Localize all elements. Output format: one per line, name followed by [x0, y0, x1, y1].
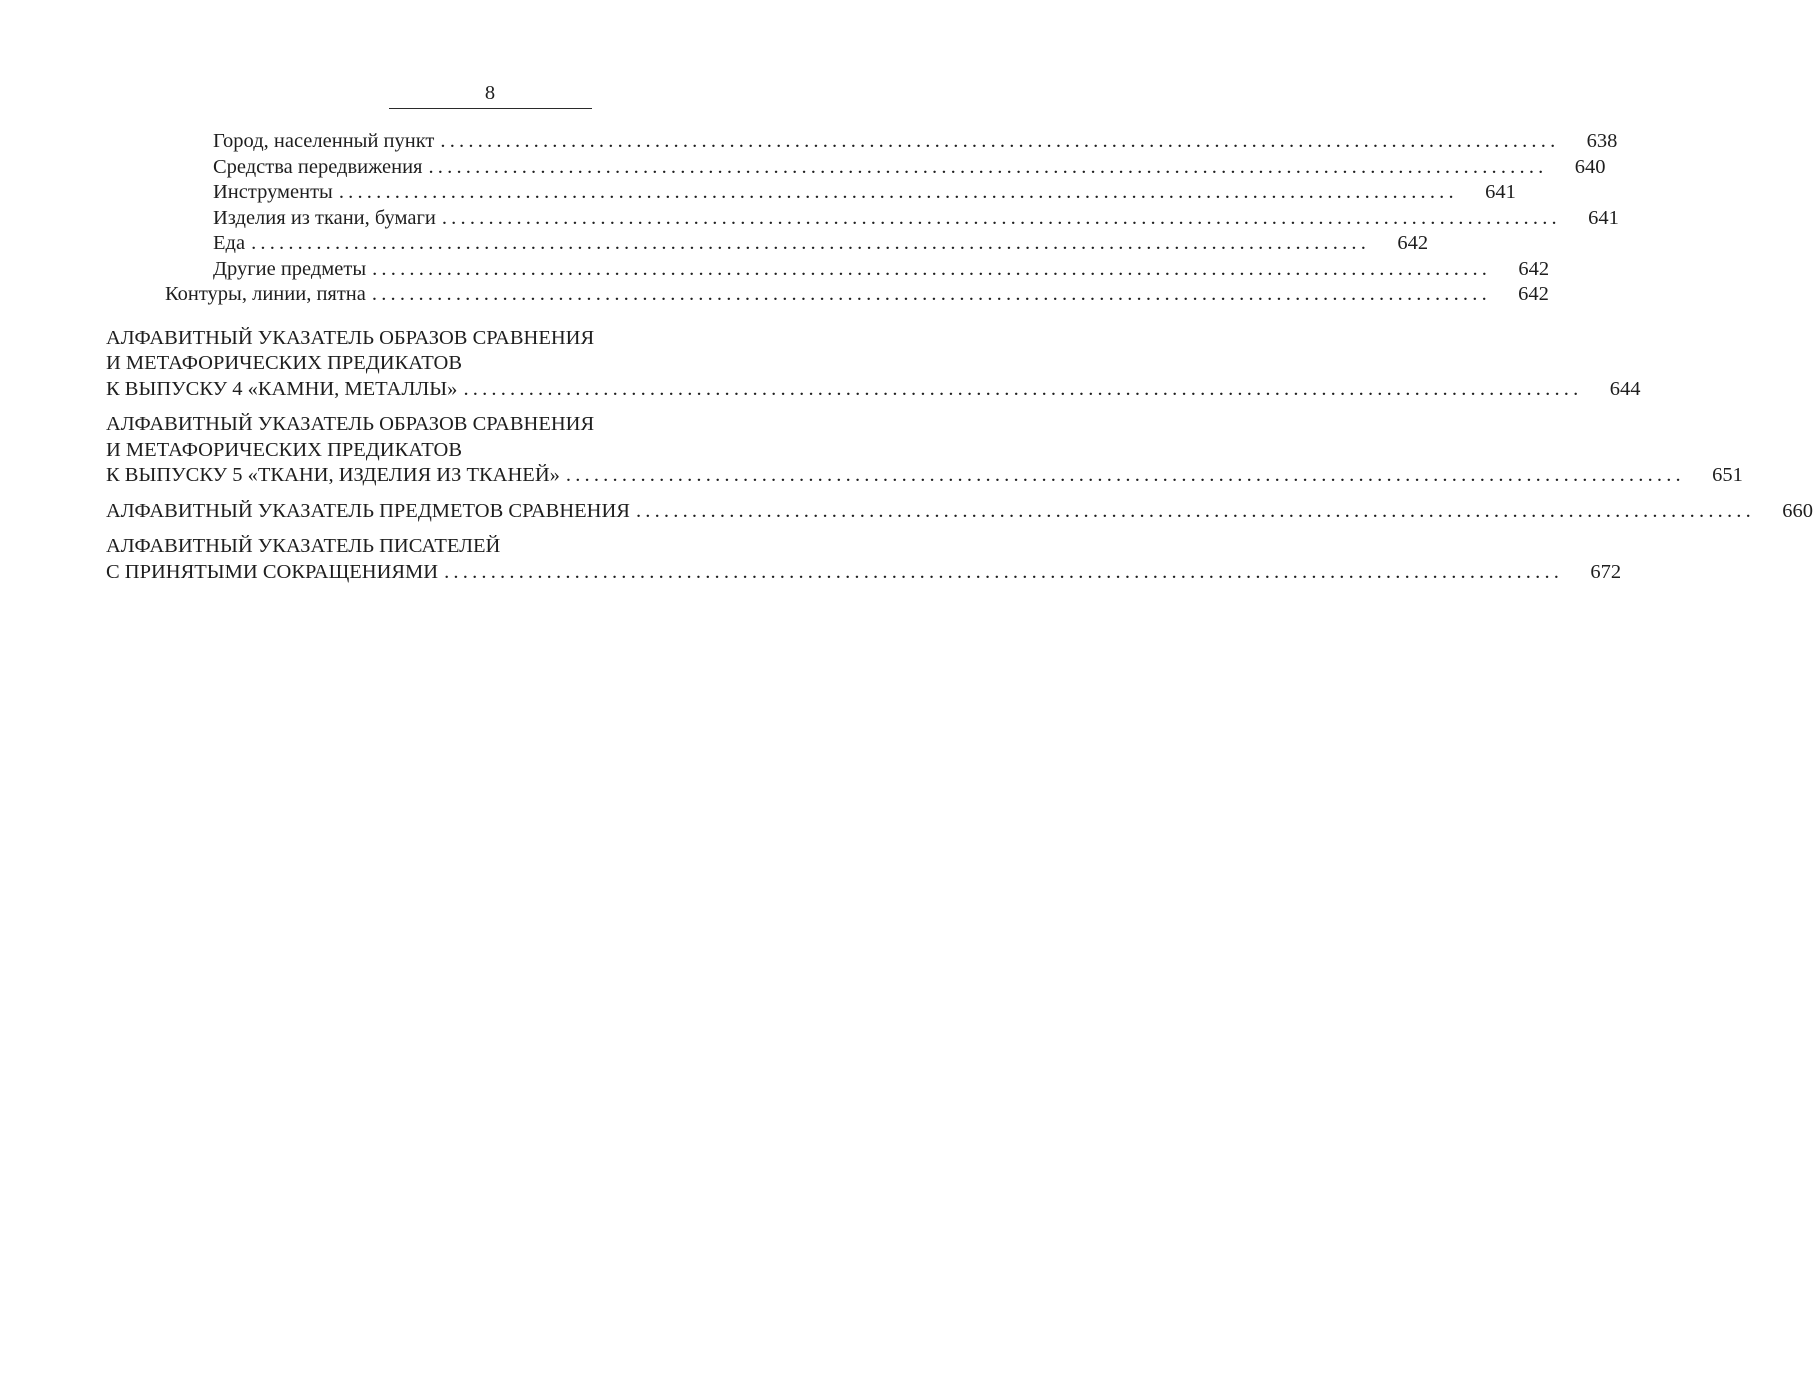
toc-entry[interactable] [213, 155, 1606, 181]
toc-section[interactable] [106, 534, 1622, 585]
dot-leader: ........................................................................................................................ [635, 499, 1755, 522]
toc-section-title-line: К ВЫПУСКУ 5 «ТКАНИ, ИЗДЕЛИЯ ИЗ ТКАНЕЙ» [106, 464, 560, 486]
toc-section-title-line: АЛФАВИТНЫЙ УКАЗАТЕЛЬ ОБРАЗОВ СРАВНЕНИЯ [106, 413, 595, 435]
toc-entry-page: 642 [1518, 257, 1550, 280]
page-number: 8 [484, 82, 496, 104]
toc-section-title-line: И МЕТАФОРИЧЕСКИХ ПРЕДИКАТОВ [106, 438, 462, 461]
toc-entry[interactable] [213, 129, 1618, 155]
toc-entry-title: Средства передвижения [213, 155, 423, 178]
toc-entry-title: Изделия из ткани, бумаги [213, 206, 436, 229]
toc-section[interactable] [106, 499, 1813, 525]
toc-section-page: 660 [1782, 499, 1813, 522]
dot-leader: ........................................................................................................................ [444, 560, 1564, 583]
dot-leader: ........................................................................................................................ [441, 206, 1561, 229]
toc-section[interactable] [106, 412, 1743, 489]
toc-entry-title: Контуры, линии, пятна [165, 283, 366, 305]
toc-section-page: 672 [1590, 560, 1622, 583]
toc-entry-title: Инструменты [213, 181, 333, 203]
toc-entry-title: Еда [213, 232, 246, 254]
toc-section-page: 644 [1609, 377, 1641, 400]
toc-section-title-line: И МЕТАФОРИЧЕСКИХ ПРЕДИКАТОВ [106, 352, 462, 374]
toc-section-final-row [106, 463, 1743, 489]
toc-entry[interactable] [165, 282, 1549, 308]
toc-entry[interactable] [213, 257, 1550, 283]
dot-leader: ........................................................................................................................ [338, 181, 1458, 203]
toc-section-title-line: АЛФАВИТНЫЙ УКАЗАТЕЛЬ ПРЕДМЕТОВ СРАВНЕНИЯ [106, 499, 630, 522]
toc-section-page: 651 [1712, 464, 1743, 486]
toc-entry-page: 642 [1397, 232, 1429, 254]
toc-entry-page: 642 [1518, 283, 1549, 305]
toc-section-final-row [106, 377, 1641, 403]
dot-leader: ........................................................................................................................ [371, 283, 1491, 305]
toc-section-title-line: АЛФАВИТНЫЙ УКАЗАТЕЛЬ ОБРАЗОВ СРАВНЕНИЯ [106, 326, 595, 349]
dot-leader: ........................................................................................................................ [565, 464, 1685, 486]
toc-entry-page: 641 [1485, 181, 1516, 203]
dot-leader: ........................................................................................................................ [372, 257, 1492, 280]
toc-section[interactable] [106, 326, 1641, 403]
toc-entry-title: Другие предметы [213, 257, 367, 280]
dot-leader: ........................................................................................................................ [440, 130, 1560, 152]
dot-leader: ........................................................................................................................ [463, 377, 1583, 400]
toc-section-final-row [106, 560, 1622, 586]
dot-leader: ........................................................................................................................ [428, 155, 1548, 178]
toc-section-title-line: АЛФАВИТНЫЙ УКАЗАТЕЛЬ ПИСАТЕЛЕЙ [106, 535, 501, 557]
toc-section-title-line: К ВЫПУСКУ 4 «КАМНИ, МЕТАЛЛЫ» [106, 377, 458, 400]
table-of-contents [0, 129, 1813, 585]
toc-entry-page: 638 [1586, 130, 1618, 152]
header-rule [389, 108, 592, 109]
toc-section-title-line: С ПРИНЯТЫМИ СОКРАЩЕНИЯМИ [106, 560, 439, 583]
toc-section-final-row [106, 499, 1813, 525]
toc-entry[interactable] [213, 180, 1516, 206]
toc-entry-page: 640 [1574, 155, 1606, 178]
dot-leader: ........................................................................................................................ [251, 232, 1371, 254]
toc-entry[interactable] [213, 206, 1619, 232]
toc-entry-title: Город, населенный пункт [213, 130, 435, 152]
toc-entry[interactable] [213, 231, 1429, 257]
toc-entry-page: 641 [1588, 206, 1619, 229]
